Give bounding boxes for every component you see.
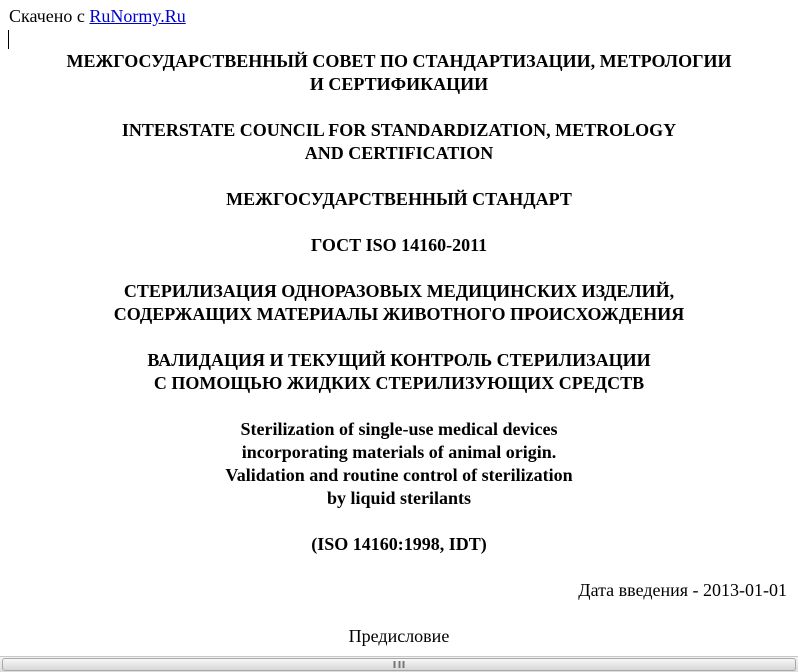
heading-line: INTERSTATE COUNCIL FOR STANDARDIZATION, METROLOGY: [121, 120, 677, 140]
grip-icon: [394, 661, 405, 668]
standard-number-heading: [0, 234, 798, 257]
source-prefix: Скачено с: [9, 6, 90, 26]
heading-line: Validation and routine control of sterilization: [225, 465, 573, 485]
preface-heading: Предисловие: [348, 626, 450, 646]
identity-note: [0, 533, 798, 556]
heading-line: МЕЖГОСУДАРСТВЕННЫЙ СТАНДАРТ: [226, 189, 572, 209]
heading-line: by liquid sterilants: [326, 488, 472, 508]
heading-line: МЕЖГОСУДАРСТВЕННЫЙ СОВЕТ ПО СТАНДАРТИЗАЦИИ, МЕТРОЛОГИИ: [66, 51, 732, 71]
source-link[interactable]: RuNormy.Ru: [89, 6, 186, 26]
standard-type-heading: [0, 188, 798, 211]
heading-line: СТЕРИЛИЗАЦИЯ ОДНОРАЗОВЫХ МЕДИЦИНСКИХ ИЗДЕЛИЙ,: [123, 281, 675, 301]
title-ru-part2: [0, 349, 798, 395]
council-en-heading: [0, 119, 798, 165]
intro-date: Дата введения - 2013-01-01: [578, 580, 787, 600]
heading-line: СОДЕРЖАЩИХ МАТЕРИАЛЫ ЖИВОТНОГО ПРОИСХОЖДЕНИЯ: [113, 304, 685, 324]
heading-line: incorporating materials of animal origin.: [241, 442, 557, 462]
heading-line: (ISO 14160:1998, IDT): [311, 534, 487, 554]
text-cursor: [8, 30, 9, 49]
heading-line: Sterilization of single-use medical devices: [240, 419, 558, 439]
scrollbar-thumb[interactable]: [2, 658, 796, 671]
heading-line: ВАЛИДАЦИЯ И ТЕКУЩИЙ КОНТРОЛЬ СТЕРИЛИЗАЦИИ: [147, 350, 651, 370]
title-ru-part1: [0, 280, 798, 326]
heading-line: И СЕРТИФИКАЦИИ: [309, 74, 489, 94]
heading-line: С ПОМОЩЬЮ ЖИДКИХ СТЕРИЛИЗУЮЩИХ СРЕДСТВ: [153, 373, 645, 393]
source-line: [9, 6, 186, 26]
horizontal-scrollbar[interactable]: [0, 656, 798, 672]
heading-line: AND CERTIFICATION: [304, 143, 494, 163]
council-ru-heading: [0, 50, 798, 96]
heading-line: ГОСТ ISO 14160-2011: [310, 235, 488, 255]
title-en: [0, 418, 798, 510]
